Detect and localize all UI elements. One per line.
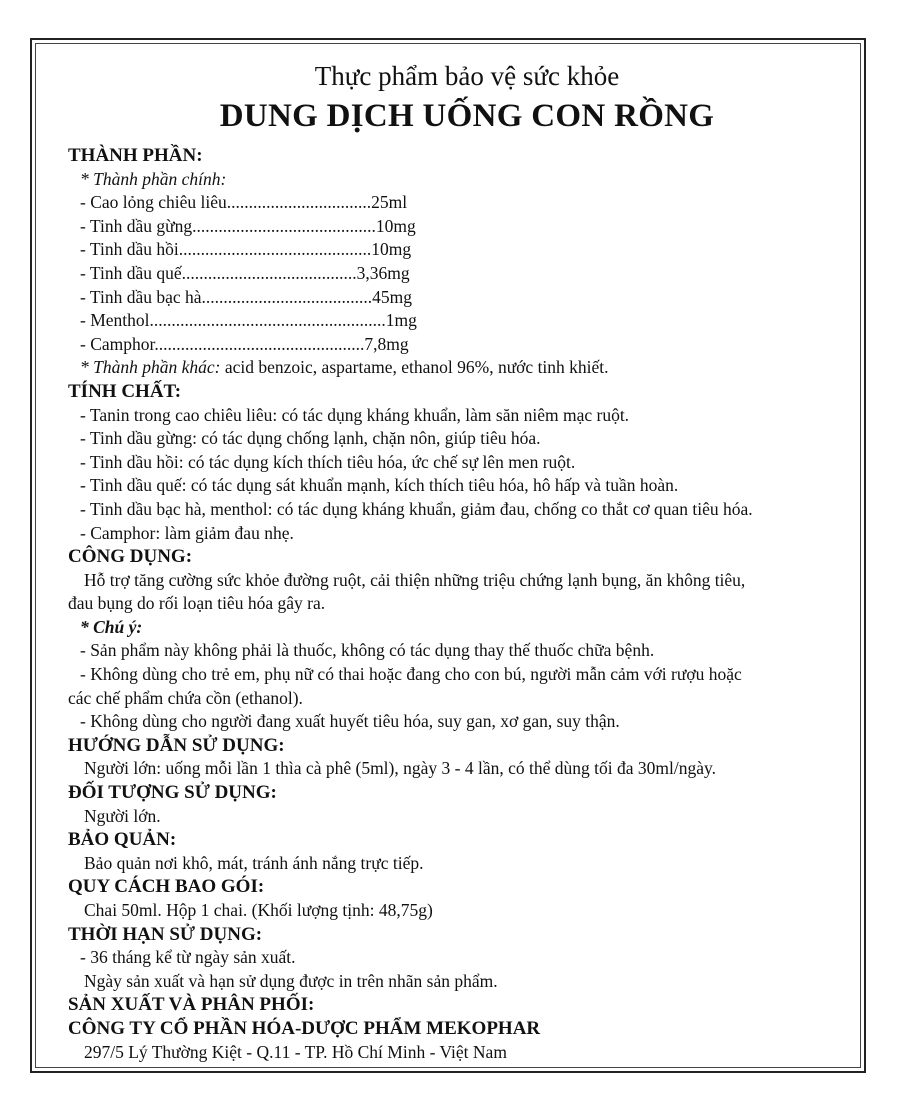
ingredient-qty: 10mg	[375, 215, 416, 236]
property-item: - Tinh dầu bạc hà, menthol: có tác dụng kháng khuẩn, giảm đau, chống co thắt cơ quan tiêu hóa.	[80, 498, 753, 519]
main-ingredients-label: * Thành phần chính:	[80, 168, 227, 189]
product-category: Thực phẩm bảo vệ sức khỏe	[314, 61, 620, 91]
storage-text: Bảo quản nơi khô, mát, tránh ánh nắng trực tiếp.	[84, 852, 424, 873]
other-ingredients	[68, 356, 858, 380]
ingredient-qty: 25ml	[371, 192, 408, 213]
company-name: CÔNG TY CỔ PHẦN HÓA-DƯỢC PHẨM MEKOPHAR	[68, 1017, 541, 1039]
note-item: - Không dùng cho trẻ em, phụ nữ có thai hoặc đang cho con bú, người mẫn cảm với rượu hoặc	[80, 664, 742, 685]
ingredient-qty: 3,36mg	[356, 262, 410, 283]
property-item: - Camphor: làm giảm đau nhẹ.	[80, 522, 294, 543]
ingredient-row	[68, 286, 858, 310]
leader-dots: ................................................	[154, 333, 365, 354]
leader-dots: .......................................	[201, 286, 373, 307]
uses-text: đau bụng do rối loạn tiêu hóa gây ra.	[68, 593, 326, 614]
packaging-heading: QUY CÁCH BAO GÓI:	[68, 876, 265, 898]
ingredient-row	[68, 309, 858, 333]
ingredient-list	[68, 191, 858, 356]
leader-dots: ..........................................	[192, 215, 376, 236]
leader-dots: ........................................	[181, 262, 357, 283]
company-address: 297/5 Lý Thường Kiệt - Q.11 - TP. Hồ Chí Minh - Việt Nam	[84, 1041, 507, 1062]
directions-heading: HƯỚNG DẪN SỬ DỤNG:	[68, 734, 285, 756]
leader-dots: .................................	[226, 192, 372, 213]
product-title: DUNG DỊCH UỐNG CON RỒNG	[219, 98, 715, 134]
ingredient-name: - Cao lỏng chiêu liêu	[80, 192, 227, 213]
ingredient-name: - Tinh dầu bạc hà	[80, 286, 202, 307]
uses-heading: CÔNG DỤNG:	[68, 546, 193, 568]
packaging-text: Chai 50ml. Hộp 1 chai. (Khối lượng tịnh: 48,75g)	[84, 900, 433, 920]
note-label: * Chú ý:	[80, 616, 143, 637]
uses-text: Hỗ trợ tăng cường sức khỏe đường ruột, cải thiện những triệu chứng lạnh bụng, ăn không tiêu,	[84, 569, 746, 590]
ingredient-qty: 7,8mg	[364, 333, 409, 354]
manufacturer-heading: SẢN XUẤT VÀ PHÂN PHỐI:	[68, 994, 315, 1016]
property-item: - Tanin trong cao chiêu liêu: có tác dụng kháng khuẩn, làm săn niêm mạc ruột.	[80, 404, 630, 425]
composition-heading: THÀNH PHẦN:	[68, 145, 203, 166]
ingredient-qty: 1mg	[385, 310, 417, 331]
other-ingredients-text: acid benzoic, aspartame, ethanol 96%, nước tinh khiết.	[220, 357, 609, 378]
ingredient-row	[68, 215, 858, 239]
ingredient-qty: 45mg	[372, 286, 413, 307]
property-item: - Tinh dầu gừng: có tác dụng chống lạnh, chặn nôn, giúp tiêu hóa.	[80, 428, 541, 449]
directions-text: Người lớn: uống mỗi lần 1 thìa cà phê (5ml), ngày 3 - 4 lần, có thể dùng tối đa 30ml/ngày.	[84, 758, 716, 779]
note-item: - Không dùng cho người đang xuất huyết tiêu hóa, suy gan, xơ gan, suy thận.	[80, 711, 620, 732]
other-ingredients-label: * Thành phần khác:	[80, 357, 221, 378]
ingredient-name: - Camphor	[80, 333, 155, 354]
shelf-life-text: Ngày sản xuất và hạn sử dụng được in trên nhãn sản phẩm.	[84, 970, 498, 991]
property-item: - Tinh dầu hồi: có tác dụng kích thích tiêu hóa, ức chế sự lên men ruột.	[80, 451, 576, 472]
users-heading: ĐỐI TƯỢNG SỬ DỤNG:	[68, 782, 277, 804]
ingredient-row	[68, 262, 858, 286]
ingredient-name: - Tinh dầu gừng	[80, 215, 193, 236]
properties-heading: TÍNH CHẤT:	[68, 380, 182, 402]
ingredient-qty: 10mg	[371, 239, 412, 260]
leader-dots: ......................................................	[149, 310, 386, 331]
users-text: Người lớn.	[84, 805, 161, 826]
leader-dots: ............................................	[178, 239, 372, 260]
ingredient-name: - Menthol	[80, 310, 150, 331]
shelf-life-heading: THỜI HẠN SỬ DỤNG:	[68, 923, 263, 945]
note-item: - Sản phẩm này không phải là thuốc, không có tác dụng thay thế thuốc chữa bệnh.	[80, 640, 655, 661]
ingredient-name: - Tinh dầu hồi	[80, 239, 179, 260]
ingredient-row	[68, 238, 858, 262]
ingredient-name: - Tinh dầu quế	[80, 262, 182, 283]
ingredient-row	[68, 333, 858, 357]
property-item: - Tinh dầu quế: có tác dụng sát khuẩn mạnh, kích thích tiêu hóa, hô hấp và tuần hoàn.	[80, 475, 679, 496]
note-item: các chế phẩm chứa cồn (ethanol).	[68, 687, 303, 708]
storage-heading: BẢO QUẢN:	[68, 829, 177, 851]
shelf-life-text: - 36 tháng kể từ ngày sản xuất.	[80, 947, 296, 968]
document-body	[68, 58, 858, 1064]
ingredient-row	[68, 191, 858, 215]
